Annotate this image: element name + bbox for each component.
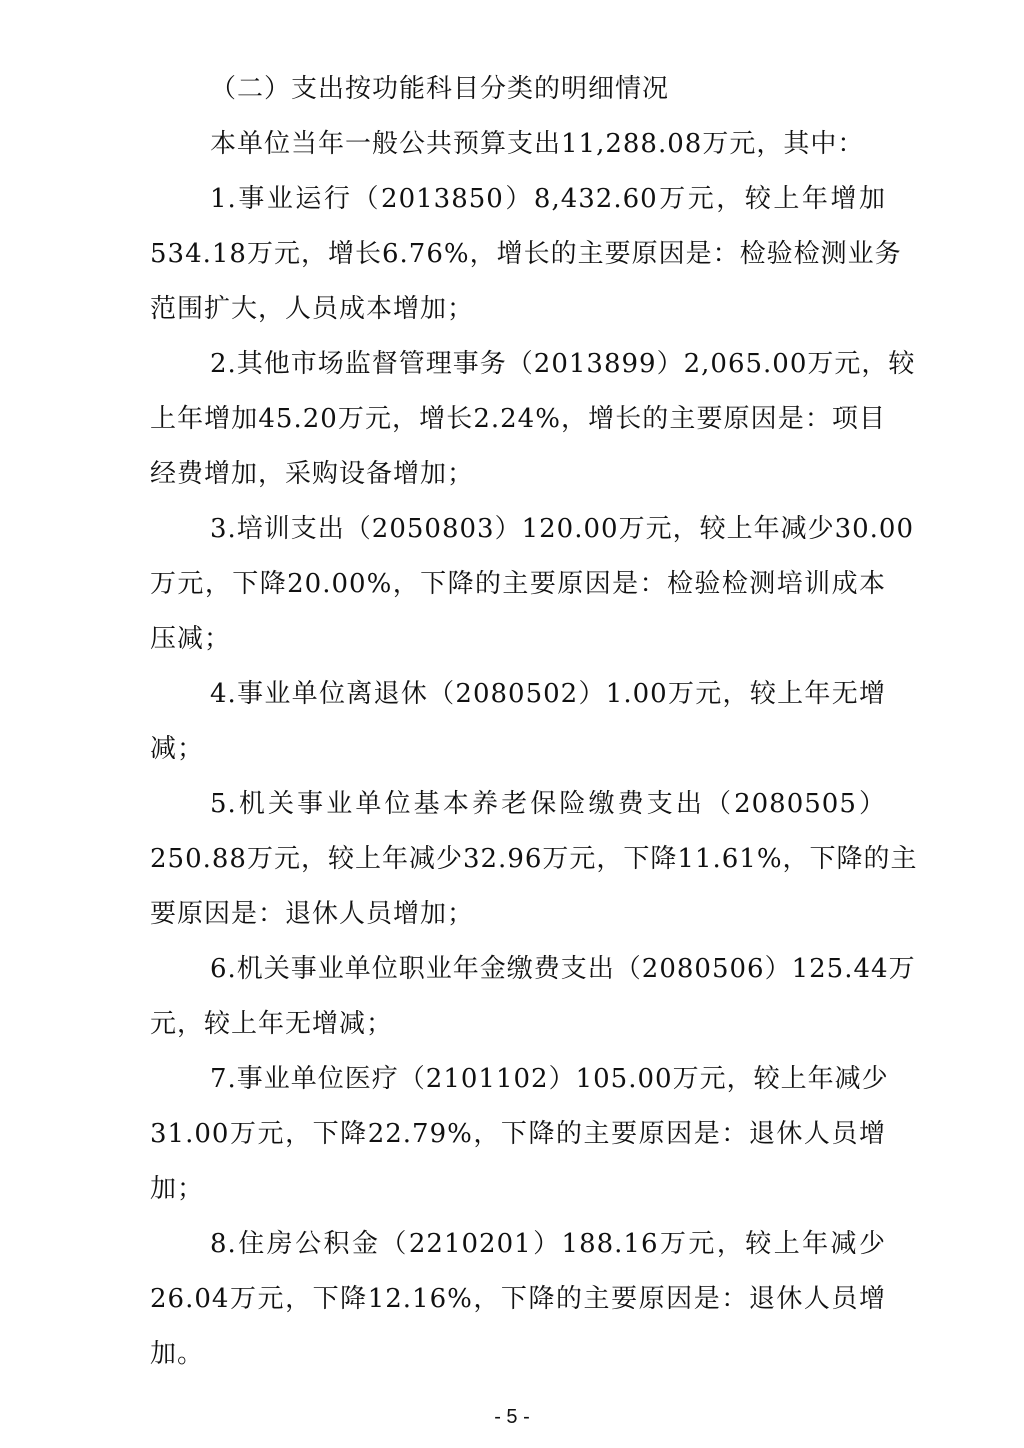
item-2	[150, 337, 916, 502]
item-5	[150, 777, 918, 942]
item-line: 2.其他市场监督管理事务（2013899）2,065.00万元，较	[210, 349, 916, 379]
item-line: 5.机关事业单位基本养老保险缴费支出（2080505）	[210, 789, 886, 819]
section-heading: （二）支出按功能科目分类的明细情况	[210, 74, 670, 104]
item-line: 加；	[150, 1174, 205, 1204]
item-line: 7.事业单位医疗（2101102）105.00万元，较上年减少	[210, 1064, 889, 1094]
item-line: 31.00万元，下降22.79%，下降的主要原因是：退休人员增	[150, 1119, 886, 1149]
item-line: 6.机关事业单位职业年金缴费支出（2080506）125.44万	[210, 954, 916, 984]
item-line: 范围扩大，人员成本增加；	[150, 294, 475, 324]
item-8	[150, 1217, 886, 1382]
item-line: 8.住房公积金（2210201）188.16万元，较上年减少	[210, 1229, 886, 1259]
item-line: 万元，下降20.00%，下降的主要原因是：检验检测培训成本	[150, 569, 886, 599]
intro-paragraph: 本单位当年一般公共预算支出11,288.08万元，其中：	[210, 129, 865, 159]
item-line: 250.88万元，较上年减少32.96万元，下降11.61%，下降的主	[150, 844, 918, 874]
item-line: 3.培训支出（2050803）120.00万元，较上年减少30.00	[210, 514, 915, 544]
item-line: 要原因是：退休人员增加；	[150, 899, 475, 929]
item-line: 经费增加，采购设备增加；	[150, 459, 475, 489]
item-line: 534.18万元，增长6.76%，增长的主要原因是：检验检测业务	[150, 239, 902, 269]
item-4	[150, 667, 886, 777]
item-1	[150, 172, 902, 337]
document-body	[150, 62, 918, 1382]
item-line: 加。	[150, 1339, 205, 1369]
item-3	[150, 502, 915, 667]
item-line: 1.事业运行（2013850）8,432.60万元，较上年增加	[210, 184, 886, 214]
page-number: - 5 -	[494, 1406, 530, 1428]
item-line: 上年增加45.20万元，增长2.24%，增长的主要原因是：项目	[150, 404, 886, 434]
item-6	[150, 942, 916, 1052]
item-line: 4.事业单位离退休（2080502）1.00万元，较上年无增	[210, 679, 886, 709]
item-7	[150, 1052, 889, 1217]
item-line: 减；	[150, 734, 205, 764]
item-line: 26.04万元，下降12.16%，下降的主要原因是：退休人员增	[150, 1284, 886, 1314]
item-line: 压减；	[150, 624, 232, 654]
item-line: 元，较上年无增减；	[150, 1009, 394, 1039]
